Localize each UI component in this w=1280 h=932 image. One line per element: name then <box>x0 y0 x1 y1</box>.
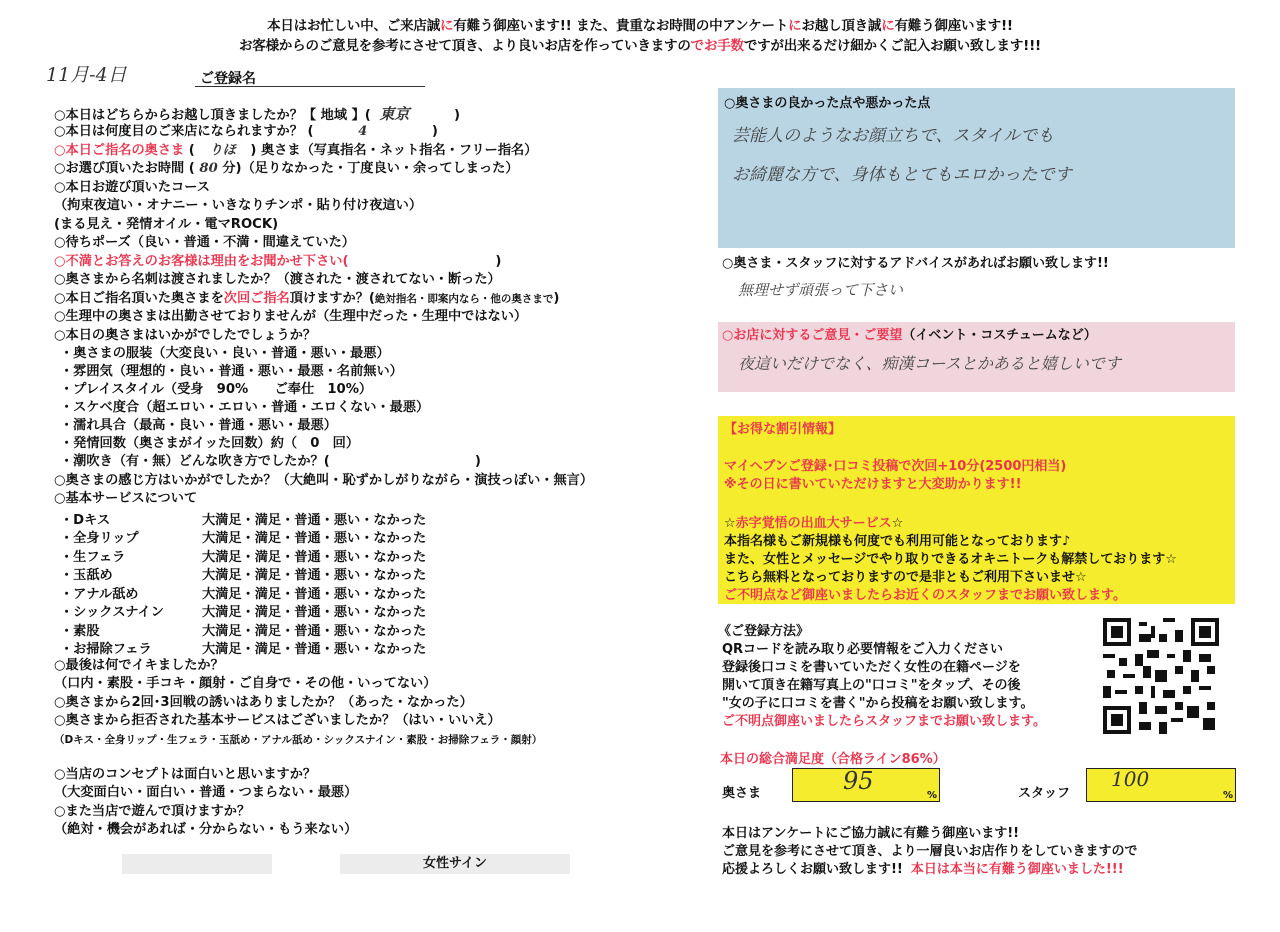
question-second-round: ○奥さまから2回･3回戦の誘いはありましたか？（あった・なかった） <box>54 695 473 710</box>
star-icon: ☆ <box>891 516 904 531</box>
question-text: ) <box>553 291 560 306</box>
opinion-box <box>718 322 1235 392</box>
registered-name-line[interactable] <box>195 86 425 87</box>
discount-line: また、女性とメッセージでやり取りできるオキニトークも解禁しております☆ <box>724 552 1177 567</box>
service-rating: 大満足・満足・普通・悪い・なかった <box>202 550 427 565</box>
advice-answer: 無理せず頑張って下さい <box>738 281 904 299</box>
question-business-card: ○奥さまから名刺は渡されましたか？（渡された・渡されてない・断った） <box>54 272 501 287</box>
question-course: ○本日お遊び頂いたコース <box>54 180 210 195</box>
wife-score-value: 95 <box>843 767 874 795</box>
question-period: ○生理中の奥さまは出勤させておりませんが（生理中だった・生理中ではない） <box>54 309 528 324</box>
service-label: ・シックスナイン <box>60 605 164 620</box>
service-label: ・アナル舐め <box>60 587 139 602</box>
staff-score-label: スタッフ <box>1018 786 1071 801</box>
question-text: ○本日ご指名頂いた奥さまを <box>54 291 224 306</box>
service-label: ・生フェラ <box>60 550 126 565</box>
header-text: 有難う御座います!! また、貴重なお時間の中アンケート <box>453 18 789 34</box>
discount-line: マイヘブンご登録･口コミ投稿で次回+10分(2500円相当) <box>724 459 1067 474</box>
discount-line: 本指名様もご新規様も何度でも利用可能となっております♪ <box>724 534 1071 549</box>
percent-sign: % <box>926 790 937 801</box>
question-text: ○本日は何度目のご来店になられますか？ ( <box>54 124 314 139</box>
question-time <box>54 160 519 178</box>
advice-title: ○奥さま・スタッフに対するアドバイスがあればお願い致します!! <box>722 256 1109 271</box>
registration-line: QRコードを読み取り必要情報をご入力ください <box>722 642 1004 657</box>
good-bad-title: ○奥さまの良かった点や悪かった点 <box>724 96 931 111</box>
service-rating: 大満足・満足・普通・悪い・なかった <box>202 624 427 639</box>
question-text: 頂けますか？( <box>289 291 375 306</box>
discount-line: ※その日に書いていただけますと大変助かります!! <box>724 477 1022 492</box>
opinion-title-red: ○お店に対するご意見・ご要望 <box>722 328 903 343</box>
percent-sign: % <box>1222 790 1233 801</box>
question-waiting-pose: ○待ちポーズ（良い・普通・不満・間違えていた） <box>54 235 355 250</box>
eval-wetness: ・濡れ具合（最高・良い・普通・悪い・最悪） <box>60 418 337 433</box>
staff-score-box[interactable] <box>1086 768 1236 802</box>
female-sign-label: 女性サイン <box>340 854 570 874</box>
header-text: ですが出来るだけ細かくご記入お願い致します!!! <box>743 38 1042 54</box>
course-options-1: （拘束夜這い・オナニー・いきなりチンポ・貼り付け夜這い） <box>54 198 423 213</box>
question-text: ○お選び頂いたお時間 ( <box>54 161 195 176</box>
good-bad-answer-2: お綺麗な方で、身体もとてもエロかったです <box>732 165 1072 185</box>
question-refused-service: ○奥さまから拒否された基本サービスはございましたか？（はい・いいえ） <box>54 713 501 728</box>
answer-time: 80 <box>199 161 218 176</box>
closing-line: 本日はアンケートにご協力誠に有難う御座います!! <box>722 826 1020 841</box>
question-text: ○本日はどちらからお越し頂きましたか？【 地域 】( <box>54 108 371 123</box>
concept-options: （大変面白い・面白い・普通・つまらない・最悪） <box>54 785 358 800</box>
question-text-red: 次回ご指名 <box>223 291 290 306</box>
service-label: ・素股 <box>60 624 100 639</box>
question-text: ) <box>348 254 502 269</box>
registration-title: 《ご登録方法》 <box>718 624 810 639</box>
header-text: に <box>881 18 895 34</box>
service-rating: 大満足・満足・普通・悪い・なかった <box>202 605 427 620</box>
header-line-2 <box>0 34 1280 54</box>
eval-outfit: ・奥さまの服装（大変良い・良い・普通・悪い・最悪） <box>60 346 390 361</box>
finish-options: （口内・素股・手コキ・顔射・ご自身で・その他・いってない） <box>54 676 437 691</box>
answer-region: 東京 <box>379 105 410 123</box>
registration-line: 開いて頂き在籍写真上の"口コミ"をタップ、その後 <box>722 678 1021 693</box>
discount-line: ご不明点など御座いましたらお近くのスタッフまでお願い致します。 <box>724 588 1126 603</box>
registration-line: "女の子に口コミを書く"から投稿をお願い致します。 <box>722 696 1034 711</box>
header-text: お越し頂き誠 <box>801 18 882 34</box>
satisfaction-title: 本日の総合満足度（合格ライン86%） <box>720 752 946 767</box>
header-text: お客様からのご意見を参考にさせて頂き、より良いお店を作っていきますの <box>238 38 691 54</box>
closing-line: ご意見を参考にさせて頂き、より一層良いお店作りをしていきますので <box>722 844 1138 859</box>
course-options-2: (まる見え・発情オイル・電マROCK) <box>54 217 279 232</box>
service-rating: 大満足・満足・普通・悪い・なかった <box>202 531 427 546</box>
question-text: ( <box>188 143 195 158</box>
service-label: ・お掃除フェラ <box>60 642 152 657</box>
discount-title: 【お得な割引情報】 <box>724 422 842 437</box>
question-return: ○また当店で遊んで頂けますか？ <box>54 804 251 819</box>
star-icon: ☆ <box>724 516 736 531</box>
qr-code-icon[interactable] <box>1102 618 1220 734</box>
sign-box-left <box>122 854 272 874</box>
advice-box <box>718 252 1235 322</box>
discount-line: こちら無料となっておりますので是非ともご利用下さいませ☆ <box>724 570 1087 585</box>
question-basic-service: ○基本サービスについて <box>54 491 198 506</box>
question-text-red: ○本日ご指名の奥さま <box>54 143 185 158</box>
question-text: 分)（足りなかった・丁度良い・余ってしまった） <box>222 161 519 176</box>
question-text: ) <box>454 108 461 123</box>
question-visit-count <box>54 123 438 141</box>
service-label: ・Dキス <box>60 513 111 528</box>
eval-lewdness: ・スケベ度合（超エロい・エロい・普通・エロくない・最悪） <box>60 400 430 415</box>
service-rating: 大満足・満足・普通・悪い・なかった <box>202 587 427 602</box>
answer-visit-count: 4 <box>358 124 368 139</box>
closing-text-red: 本日は本当に有難う御座いました!!! <box>910 862 1124 877</box>
good-bad-answer-1: 芸能人のようなお顔立ちで、スタイルでも <box>732 126 1055 146</box>
question-region <box>54 105 460 125</box>
registration-line: 登録後口コミを書いていただく女性の在籍ページを <box>722 660 1021 675</box>
header-text: 本日はお忙しい中、ご来店誠 <box>267 18 440 34</box>
registered-name-label: ご登録名 <box>200 71 256 87</box>
header-text: に <box>440 18 454 34</box>
eval-atmosphere: ・雰囲気（理想的・良い・普通・悪い・最悪・名前無い） <box>60 364 403 379</box>
service-rating: 大満足・満足・普通・悪い・なかった <box>202 513 427 528</box>
header-line-1 <box>0 14 1280 34</box>
question-concept: ○当店のコンセプトは面白いと思いますか？ <box>54 767 317 782</box>
question-text: ) 奥さま（写真指名・ネット指名・フリー指名） <box>250 143 538 158</box>
question-next-nomination <box>54 290 559 308</box>
registration-line: ご不明点御座いましたらスタッフまでお願い致します。 <box>722 714 1046 729</box>
header-text: に <box>788 18 802 34</box>
wife-score-box[interactable] <box>792 768 940 802</box>
date-handwritten: 11月-4日 <box>46 64 127 86</box>
good-bad-box <box>718 88 1235 248</box>
closing-text: 応援よろしくお願い致します!! <box>722 862 903 877</box>
opinion-answer: 夜這いだけでなく、痴漢コースとかあると嬉しいです <box>738 354 1121 373</box>
question-text-red: ○不満とお答えのお客様は理由をお聞かせ下さい( <box>54 254 349 269</box>
refused-service-list: （Dキス・全身リップ・生フェラ・玉舐め・アナル舐め・シックスナイン・素股・お掃除フェラ・顔射） <box>54 734 543 746</box>
opinion-title: （イベント・コスチュームなど） <box>902 328 1097 343</box>
discount-highlight: 赤字覚悟の出血大サービス <box>735 516 892 531</box>
question-nominated-wife <box>54 142 537 160</box>
header-text: 有難う御座います!! <box>894 18 1013 34</box>
service-label: ・玉舐め <box>60 568 113 583</box>
question-wife-rating: ○本日の奥さまはいかがでしたでしょうか？ <box>54 328 317 343</box>
service-rating: 大満足・満足・普通・悪い・なかった <box>202 568 427 583</box>
eval-play-style: ・プレイスタイル（受身 90% ご奉仕 10%） <box>60 382 373 397</box>
question-dissatisfied-reason <box>54 253 501 271</box>
question-finish: ○最後は何でイキましたか？ <box>54 658 224 673</box>
wife-score-label: 奥さま <box>722 786 762 801</box>
question-feel: ○奥さまの感じ方はいかがでしたか？（大絶叫・恥ずかしがりながら・演技っぽい・無言） <box>54 473 594 488</box>
eval-climax-count: ・発情回数（奥さまがイッた回数）約（ 0 回） <box>60 436 360 451</box>
header-text: でお手数 <box>690 38 744 54</box>
return-options: （絶対・機会があれば・分からない・もう来ない） <box>54 822 358 837</box>
eval-squirting: ・潮吹き（有・無）どんな吹き方でしたか？( ) <box>60 454 481 469</box>
service-rating: 大満足・満足・普通・悪い・なかった <box>202 642 427 657</box>
question-text: ) <box>431 124 438 139</box>
question-small-text: 絶対指名・即案内なら・他の奥さまで <box>374 293 554 305</box>
service-label: ・全身リップ <box>60 531 139 546</box>
answer-wife-name: りほ <box>209 143 236 158</box>
staff-score-value: 100 <box>1111 767 1150 791</box>
